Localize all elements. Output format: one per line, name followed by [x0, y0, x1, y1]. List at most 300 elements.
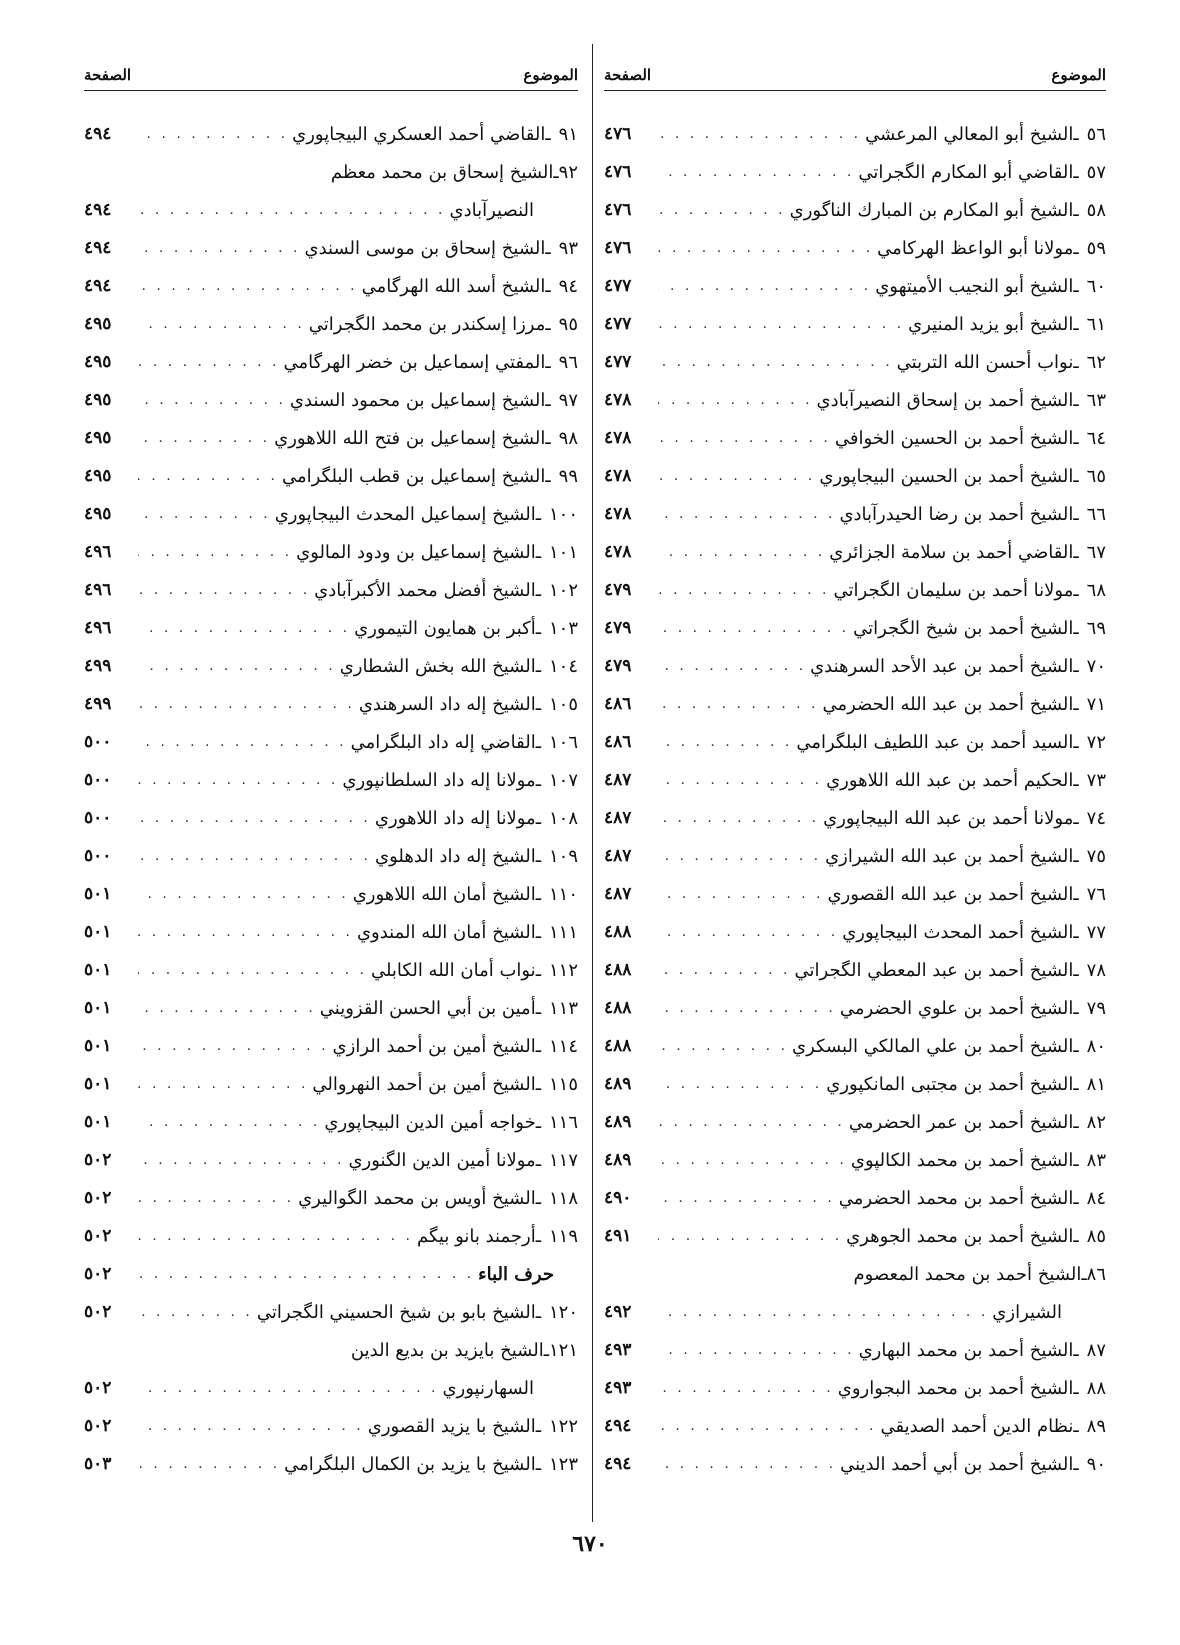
entry-page: ٥٠٢ — [84, 1150, 112, 1170]
index-entry: ٩٩ ـ الشيخ إسماعيل بن قطب البلگرامي . . . ٤٩٥ — [84, 457, 578, 495]
entry-page: ٥٠٠ — [84, 846, 112, 866]
leader-dots — [138, 202, 446, 218]
entry-number: ٧٣ — [1086, 769, 1106, 791]
entry-page: ٤٧٧ — [604, 352, 632, 372]
leader-dots — [138, 1000, 316, 1016]
entry-number: ٦٥ — [1086, 465, 1106, 487]
index-entry: ٦٧ ـ القاضي أحمد بن سلامة الجزائري . . . ٤٧٨ — [604, 533, 1106, 571]
entry-title: الشيخ أمين بن أحمد النهروالي — [312, 1073, 536, 1095]
entry-page: ٤٩٥ — [84, 504, 112, 524]
entry-number: ٩٢ — [558, 161, 578, 183]
leader-dots — [658, 1380, 834, 1396]
entry-number: ٨٠ — [1086, 1035, 1106, 1057]
leader-dots — [138, 962, 367, 978]
index-entry: ٧٩ ـ الشيخ أحمد بن علوي الحضرمي . . . ٤٨٨ — [604, 989, 1106, 1027]
index-entry: ٥٨ ـ الشيخ أبو المكارم بن المبارك الناگوري . . . ٤٧٦ — [604, 191, 1106, 229]
entry-page: ٤٩٥ — [84, 428, 112, 448]
entry-number: ٧٧ — [1086, 921, 1106, 943]
entry-page: ٥٠٢ — [84, 1188, 112, 1208]
leader-dots — [658, 1000, 836, 1016]
entry-number: ٨٥ — [1086, 1225, 1106, 1247]
section-heading-title: حرف الباء — [478, 1263, 554, 1285]
entry-title: الشيخ إسماعيل بن قطب البلگرامي — [281, 465, 546, 487]
entry-page: ٤٧٦ — [604, 238, 632, 258]
entry-page: ٤٩٢ — [604, 1302, 632, 1322]
entry-title: الشيخ إسماعيل المحدث البيجاپوري — [274, 503, 536, 525]
entry-title: الشيخ أفضل محمد الأكبرآبادي — [314, 579, 536, 601]
entry-title: أرجمند بانو بيگم — [416, 1225, 536, 1247]
column-divider — [592, 44, 593, 1522]
entry-number: ٧٩ — [1086, 997, 1106, 1019]
entry-title: الشيخ أحمد بن محمد الحضرمي — [838, 1187, 1074, 1209]
entry-number: ٦٢ — [1086, 351, 1106, 373]
entry-title: الشيخ أحمد بن شيخ الگجراتي — [853, 617, 1074, 639]
entry-title: الشيخ إله داد الدهلوي — [375, 845, 536, 867]
entry-page: ٤٨٦ — [604, 694, 632, 714]
entry-page: ٤٩٥ — [84, 314, 112, 334]
entry-page: ٤٧٨ — [604, 428, 632, 448]
entry-number: ١١٠ — [548, 883, 578, 905]
leader-dots — [658, 1418, 877, 1434]
entry-page: ٥٠٠ — [84, 732, 112, 752]
entry-title: الشيخ أبو يزيد المنيري — [908, 313, 1074, 335]
entry-title: نواب أمان الله الكابلي — [370, 959, 536, 981]
leader-dots — [138, 506, 271, 522]
index-list — [604, 115, 1106, 1483]
leader-dots — [658, 1190, 835, 1206]
entry-number: ١١٥ — [548, 1073, 578, 1095]
index-entry: ١١٩ ـ أرجمند بانو بيگم . . . ٥٠٢ — [84, 1217, 578, 1255]
leader-dots — [658, 1152, 847, 1168]
leader-dots — [138, 278, 358, 294]
index-entry: ١١٠ ـ الشيخ أمان الله اللاهوري . . . ٥٠١ — [84, 875, 578, 913]
entry-page: ٤٩٣ — [604, 1378, 632, 1398]
entry-title: الشيخ أحمد بن عمر الحضرمي — [848, 1111, 1074, 1133]
entry-page: ٤٧٨ — [604, 466, 632, 486]
entry-page: ٤٩٥ — [84, 466, 112, 486]
entry-title: الشيخ با يزيد القصوري — [367, 1415, 536, 1437]
leader-dots — [658, 506, 835, 522]
entry-page: ٤٧٨ — [604, 504, 632, 524]
leader-dots — [658, 126, 861, 142]
entry-number: ٨٧ — [1086, 1339, 1106, 1361]
leader-dots — [138, 1418, 364, 1434]
entry-number: ٩٣ — [558, 237, 578, 259]
entry-page: ٤٨٨ — [604, 1036, 632, 1056]
leader-dots — [138, 1190, 294, 1206]
page-number: ٦٧٠ — [572, 1531, 608, 1557]
entry-page: ٤٧٨ — [604, 390, 632, 410]
leader-dots — [138, 240, 300, 256]
leader-dots — [138, 1266, 474, 1282]
index-entry: ٦٥ ـ الشيخ أحمد بن الحسين البيجاپوري . . . ٤٧٨ — [604, 457, 1106, 495]
entry-title: الشيخ أحمد بن عبد الله الحضرمي — [822, 693, 1074, 715]
leader-dots — [138, 658, 336, 674]
index-entry: ٩٤ ـ الشيخ أسد الله الهرگامي . . . ٤٩٤ — [84, 267, 578, 305]
entry-number: ١١١ — [548, 921, 578, 943]
entry-number: ٦٠ — [1086, 275, 1106, 297]
entry-page: ٤٨٦ — [604, 732, 632, 752]
entry-title: الشيخ أحمد بن الحسين الخوافي — [834, 427, 1074, 449]
entry-number: ٩٦ — [558, 351, 578, 373]
entry-page: ٤٩٦ — [84, 618, 112, 638]
entry-title: الشيخ الله بخش الشطاري — [339, 655, 536, 677]
leader-dots — [138, 848, 371, 864]
entry-page: ٤٩٤ — [604, 1454, 632, 1474]
index-entry: ٧٦ ـ الشيخ أحمد بن عبد الله القصوري . . . ٤٨٧ — [604, 875, 1106, 913]
leader-dots — [138, 316, 305, 332]
leader-dots — [138, 126, 288, 142]
entry-page: ٤٧٦ — [604, 200, 632, 220]
index-entry: ٥٧ ـ القاضي أبو المكارم الگجراتي . . . ٤٧٦ — [604, 153, 1106, 191]
entry-title: الشيخ أحمد بن رضا الحيدرآبادي — [839, 503, 1074, 525]
index-entry: ٩٦ ـ المفتي إسماعيل بن خضر الهرگامي . . . ٤٩٥ — [84, 343, 578, 381]
entry-title: القاضي أبو المكارم الگجراتي — [858, 161, 1074, 183]
index-list — [84, 115, 578, 1483]
leader-dots — [138, 392, 286, 408]
entry-number: ١١٩ — [548, 1225, 578, 1247]
index-entry: ٧٤ ـ مولانا أحمد بن عبد الله البيجاپوري . . . ٤٨٧ — [604, 799, 1106, 837]
entry-number: ١٠٠ — [548, 503, 578, 525]
entry-number: ١١٨ — [548, 1187, 578, 1209]
index-entry: ١٠٢ ـ الشيخ أفضل محمد الأكبرآبادي . . . ٤٩٦ — [84, 571, 578, 609]
entry-title: الشيخ أحمد بن إسحاق النصيرآبادي — [816, 389, 1074, 411]
leader-dots — [658, 430, 831, 446]
entry-page: ٤٩١ — [604, 1226, 632, 1246]
leader-dots — [138, 544, 292, 560]
entry-page: ٤٩٣ — [604, 1340, 632, 1360]
entry-page: ٥٠٢ — [84, 1226, 112, 1246]
index-entry: ١٠٠ ـ الشيخ إسماعيل المحدث البيجاپوري . . . ٤٩٥ — [84, 495, 578, 533]
entry-page: ٥٠٢ — [84, 1264, 112, 1284]
index-entry: ٥٦ ـ الشيخ أبو المعالي المرعشي . . . ٤٧٦ — [604, 115, 1106, 153]
entry-title: الشيخ إسحاق بن موسى السندي — [304, 237, 546, 259]
entry-number: ٧٦ — [1086, 883, 1106, 905]
leader-dots — [138, 1304, 253, 1320]
leader-dots — [138, 354, 279, 370]
index-entry: ١١٨ ـ الشيخ أويس بن محمد الگواليري . . . ٥٠٢ — [84, 1179, 578, 1217]
entry-title: الشيخ أمين بن أحمد الرازي — [332, 1035, 536, 1057]
entry-page: ٤٧٨ — [604, 542, 632, 562]
index-entry: ٩٨ ـ الشيخ إسماعيل بن فتح الله اللاهوري . . . ٤٩٥ — [84, 419, 578, 457]
entry-number: ٦٧ — [1086, 541, 1106, 563]
entry-page: ٤٨٨ — [604, 960, 632, 980]
entry-title: الشيخ إسماعيل بن ودود المالوي — [296, 541, 536, 563]
entry-page: ٤٨٨ — [604, 922, 632, 942]
entry-page: ٤٧٦ — [604, 124, 632, 144]
entry-number: ١١٣ — [548, 997, 578, 1019]
index-entry: ٩٢ ـ الشيخ إسحاق بن محمد معظم النصيرآبادي . . . ٤٩٤ — [84, 153, 578, 229]
entry-number: ١١٧ — [548, 1149, 578, 1171]
leader-dots — [658, 848, 821, 864]
entry-page: ٤٩٩ — [84, 694, 112, 714]
entry-number: ٦٣ — [1086, 389, 1106, 411]
column-header — [604, 56, 1106, 91]
entry-number: ٨٦ — [1086, 1263, 1106, 1285]
entry-title: الشيخ با يزيد بن الكمال البلگرامي — [284, 1453, 536, 1475]
entry-page: ٤٧٩ — [604, 656, 632, 676]
entry-number: ٧٢ — [1086, 731, 1106, 753]
leader-dots — [138, 696, 355, 712]
entry-title: الشيخ أحمد بن محمد الجوهري — [846, 1225, 1074, 1247]
leader-dots — [138, 1228, 413, 1244]
leader-dots — [658, 1456, 836, 1472]
entry-page: ٤٩٤ — [84, 238, 112, 258]
leader-dots — [658, 1304, 988, 1320]
leader-dots — [138, 886, 349, 902]
entry-number: ٦٤ — [1086, 427, 1106, 449]
entry-page: ٤٨٩ — [604, 1150, 632, 1170]
leader-dots — [658, 658, 806, 674]
entry-title: مولانا إله داد اللاهوري — [374, 807, 536, 829]
entry-page: ٤٧٩ — [604, 618, 632, 638]
index-entry: ٨٢ ـ الشيخ أحمد بن عمر الحضرمي . . . ٤٨٩ — [604, 1103, 1106, 1141]
leader-dots — [138, 430, 270, 446]
entry-page: ٤٩٤ — [84, 124, 112, 144]
index-entry: ٨٦ ـ الشيخ أحمد بن محمد المعصوم الشيرازي . . . ٤٩٢ — [604, 1255, 1106, 1331]
index-entry: ٦٤ ـ الشيخ أحمد بن الحسين الخوافي . . . ٤٧٨ — [604, 419, 1106, 457]
entry-title: الشيخ أحمد بن مجتبى المانكپوري — [826, 1073, 1074, 1095]
entry-title: الشيخ أحمد المحدث البيجاپوري — [842, 921, 1074, 943]
entry-title: الشيخ أحمد بن محمد البجواروي — [837, 1377, 1074, 1399]
index-entry: ٧٠ ـ الشيخ أحمد بن عبد الأحد السرهندي . . . ٤٧٩ — [604, 647, 1106, 685]
leader-dots — [138, 1038, 329, 1054]
entry-title: الشيخ أحمد بن محمد الكالپوي — [850, 1149, 1074, 1171]
entry-page: ٥٠٢ — [84, 1302, 112, 1322]
entry-title: الشيخ أمان الله اللاهوري — [352, 883, 536, 905]
index-entry: ٦١ ـ الشيخ أبو يزيد المنيري . . . ٤٧٧ — [604, 305, 1106, 343]
index-entry: ٥٩ ـ مولانا أبو الواعظ الهركامي . . . ٤٧٦ — [604, 229, 1106, 267]
entry-number: ٥٨ — [1086, 199, 1106, 221]
entry-title: الشيخ أبو المعالي المرعشي — [865, 123, 1074, 145]
entry-page: ٥٠١ — [84, 922, 112, 942]
entry-title: الشيخ أحمد بن عبد الله الشيرازي — [825, 845, 1074, 867]
leader-dots — [658, 1038, 788, 1054]
entry-title: الشيخ أسد الله الهرگامي — [361, 275, 546, 297]
index-entry: ١١١ ـ الشيخ أمان الله المندوي . . . ٥٠١ — [84, 913, 578, 951]
entry-title: الشيخ أبو المكارم بن المبارك الناگوري — [789, 199, 1074, 221]
topic-header: الموضوع — [523, 66, 578, 84]
entry-number: ٨١ — [1086, 1073, 1106, 1095]
entry-number: ٨٩ — [1086, 1415, 1106, 1437]
entry-page: ٤٧٧ — [604, 276, 632, 296]
leader-dots — [658, 696, 818, 712]
leader-dots — [658, 1114, 845, 1130]
entry-number: ٦٩ — [1086, 617, 1106, 639]
index-entry: ١١٢ ـ نواب أمان الله الكابلي . . . ٥٠١ — [84, 951, 578, 989]
entry-title: الشيخ أحمد بن عبد الله القصوري — [827, 883, 1074, 905]
leader-dots — [658, 962, 791, 978]
entry-page: ٤٩٤ — [84, 276, 112, 296]
entry-title: مولانا أحمد بن عبد الله البيجاپوري — [823, 807, 1074, 829]
entry-page: ٤٨٧ — [604, 884, 632, 904]
entry-page: ٤٩٦ — [84, 580, 112, 600]
entry-number: ٥٦ — [1086, 123, 1106, 145]
entry-number: ٩٩ — [558, 465, 578, 487]
entry-page: ٤٩٤ — [604, 1416, 632, 1436]
entry-number: ٨٤ — [1086, 1187, 1106, 1209]
index-entry: ٨٥ ـ الشيخ أحمد بن محمد الجوهري . . . ٤٩١ — [604, 1217, 1106, 1255]
entry-page: ٥٠١ — [84, 1036, 112, 1056]
entry-title: نظام الدين أحمد الصديقي — [880, 1415, 1074, 1437]
entry-title: الشيخ بايزيد بن بديع الدين — [350, 1339, 544, 1361]
entry-title-continued: الشيرازي — [992, 1301, 1062, 1323]
leader-dots — [138, 810, 371, 826]
entry-title: مولانا إله داد السلطانپوري — [342, 769, 536, 791]
index-entry: ٩١ ـ القاضي أحمد العسكري البيجاپوري . . . ٤٩٤ — [84, 115, 578, 153]
entry-title: القاضي أحمد العسكري البيجاپوري — [292, 123, 546, 145]
index-column-right — [604, 56, 1106, 1483]
entry-number: ١٢١ — [548, 1339, 578, 1361]
index-entry: ١٠٩ ـ الشيخ إله داد الدهلوي . . . ٥٠٠ — [84, 837, 578, 875]
entry-number: ٧٤ — [1086, 807, 1106, 829]
entry-title: الشيخ بابو بن شيخ الحسيني الگجراتي — [256, 1301, 536, 1323]
index-entry: ٧٢ ـ السيد أحمد بن عبد اللطيف البلگرامي . . . ٤٨٦ — [604, 723, 1106, 761]
entry-title: مولانا أبو الواعظ الهركامي — [877, 237, 1074, 259]
index-entry: ١٠٦ ـ القاضي إله داد البلگرامي . . . ٥٠٠ — [84, 723, 578, 761]
index-entry: ١٢٢ ـ الشيخ با يزيد القصوري . . . ٥٠٢ — [84, 1407, 578, 1445]
leader-dots — [138, 1152, 344, 1168]
entry-title: مرزا إسكندر بن محمد الگجراتي — [308, 313, 546, 335]
entry-number: ١٠١ — [548, 541, 578, 563]
entry-title: خواجه أمين الدين البيجاپوري — [324, 1111, 536, 1133]
index-entry: ١١٤ ـ الشيخ أمين بن أحمد الرازي . . . ٥٠١ — [84, 1027, 578, 1065]
entry-page: ٤٨٩ — [604, 1074, 632, 1094]
leader-dots — [658, 202, 786, 218]
index-entry: ١١٣ ـ أمين بن أبي الحسن القزويني . . . ٥٠١ — [84, 989, 578, 1027]
entry-page: ٤٩٦ — [84, 542, 112, 562]
index-entry: ١٠٣ ـ أكبر بن همايون التيموري . . . ٤٩٦ — [84, 609, 578, 647]
entry-number: ٨٢ — [1086, 1111, 1106, 1133]
entry-title-continued: النصيرآبادي — [449, 199, 534, 221]
entry-page: ٤٩٩ — [84, 656, 112, 676]
leader-dots — [138, 1380, 438, 1396]
leader-dots — [658, 734, 792, 750]
index-entry: ٨٩ ـ نظام الدين أحمد الصديقي . . . ٤٩٤ — [604, 1407, 1106, 1445]
index-entry: ١٢٣ ـ الشيخ با يزيد بن الكمال البلگرامي . . . ٥٠٣ — [84, 1445, 578, 1483]
index-entry: ٨٧ ـ الشيخ أحمد بن محمد البهاري . . . ٤٩٣ — [604, 1331, 1106, 1369]
entry-number: ٩٤ — [558, 275, 578, 297]
index-entry: ٦٠ ـ الشيخ أبو النجيب الأميتهوي . . . ٤٧٧ — [604, 267, 1106, 305]
entry-number: ٧١ — [1086, 693, 1106, 715]
leader-dots — [658, 772, 822, 788]
entry-page: ٥٠٢ — [84, 1416, 112, 1436]
leader-dots — [658, 620, 849, 636]
entry-title: الشيخ أحمد بن علي المالكي البسكري — [792, 1035, 1074, 1057]
entry-title: الشيخ أحمد بن عبد المعطي الگجراتي — [794, 959, 1074, 981]
entry-number: ١٠٨ — [548, 807, 578, 829]
leader-dots — [138, 582, 310, 598]
entry-page: ٥٠١ — [84, 884, 112, 904]
leader-dots — [138, 924, 353, 940]
leader-dots — [658, 240, 873, 256]
leader-dots — [138, 1114, 320, 1130]
entry-number: ٩٠ — [1086, 1453, 1106, 1475]
entry-page: ٥٠٠ — [84, 770, 112, 790]
entry-title: الشيخ أويس بن محمد الگواليري — [298, 1187, 536, 1209]
entry-number: ١١٢ — [548, 959, 578, 981]
entry-page: ٥٠٠ — [84, 808, 112, 828]
entry-title: الحكيم أحمد بن عبد الله اللاهوري — [826, 769, 1074, 791]
entry-title: الشيخ أحمد بن علوي الحضرمي — [839, 997, 1074, 1019]
index-column-left — [84, 56, 578, 1483]
entry-number: ١٠٩ — [548, 845, 578, 867]
column-header — [84, 56, 578, 91]
entry-page: ٤٩٠ — [604, 1188, 632, 1208]
entry-number: ١٢٠ — [548, 1301, 578, 1323]
leader-dots — [658, 544, 825, 560]
leader-dots — [658, 886, 823, 902]
entry-number: ١٠٢ — [548, 579, 578, 601]
entry-number: ٩٨ — [558, 427, 578, 449]
entry-number: ٨٣ — [1086, 1149, 1106, 1171]
index-entry: ٨١ ـ الشيخ أحمد بن مجتبى المانكپوري . . . ٤٨٩ — [604, 1065, 1106, 1103]
leader-dots — [658, 1076, 822, 1092]
leader-dots — [658, 392, 813, 408]
entry-number: ١٠٦ — [548, 731, 578, 753]
entry-title: الشيخ إسحاق بن محمد معظم — [330, 161, 554, 183]
entry-title: الشيخ إسماعيل بن محمود السندي — [289, 389, 546, 411]
entry-page: ٥٠٣ — [84, 1454, 112, 1474]
leader-dots — [658, 354, 893, 370]
entry-page: ٤٨٧ — [604, 846, 632, 866]
entry-page: ٤٧٩ — [604, 580, 632, 600]
entry-title: الشيخ إله داد السرهندي — [358, 693, 536, 715]
section-heading — [84, 1255, 578, 1293]
leader-dots — [138, 772, 338, 788]
entry-title: مولانا أمين الدين الگنوري — [348, 1149, 536, 1171]
entry-page: ٤٧٧ — [604, 314, 632, 334]
entry-page: ٤٨٨ — [604, 998, 632, 1018]
entry-title: الشيخ أحمد بن محمد المعصوم — [853, 1263, 1082, 1285]
entry-number: ١٠٤ — [548, 655, 578, 677]
index-entry: ٧٧ ـ الشيخ أحمد المحدث البيجاپوري . . . ٤٨٨ — [604, 913, 1106, 951]
index-entry: ٦٨ ـ مولانا أحمد بن سليمان الگجراتي . . . ٤٧٩ — [604, 571, 1106, 609]
entry-page: ٤٨٩ — [604, 1112, 632, 1132]
index-entry: ١٢٠ ـ الشيخ بابو بن شيخ الحسيني الگجراتي . . . ٥٠٢ — [84, 1293, 578, 1331]
entry-number: ٧٨ — [1086, 959, 1106, 981]
index-entry: ١٠٤ ـ الشيخ الله بخش الشطاري . . . ٤٩٩ — [84, 647, 578, 685]
index-entry: ١٠٧ ـ مولانا إله داد السلطانپوري . . . ٥٠٠ — [84, 761, 578, 799]
index-entry: ١٠٥ ـ الشيخ إله داد السرهندي . . . ٤٩٩ — [84, 685, 578, 723]
leader-dots — [658, 164, 854, 180]
index-entry: ٩٠ ـ الشيخ أحمد بن أبي أحمد الديني . . . ٤٩٤ — [604, 1445, 1106, 1483]
index-entry: ٧٥ ـ الشيخ أحمد بن عبد الله الشيرازي . . . ٤٨٧ — [604, 837, 1106, 875]
index-entry: ٧٣ ـ الحكيم أحمد بن عبد الله اللاهوري . . . ٤٨٧ — [604, 761, 1106, 799]
leader-dots — [658, 316, 904, 332]
entry-page: ٤٩٥ — [84, 352, 112, 372]
index-entry: ٩٥ ـ مرزا إسكندر بن محمد الگجراتي . . . ٤٩٥ — [84, 305, 578, 343]
entry-number: ٩٥ — [558, 313, 578, 335]
entry-page: ٥٠٢ — [84, 1378, 112, 1398]
entry-title: نواب أحسن الله التربتي — [896, 351, 1074, 373]
entry-number: ١١٦ — [548, 1111, 578, 1133]
leader-dots — [138, 620, 350, 636]
entry-page: ٤٨٧ — [604, 770, 632, 790]
index-entry: ٧٨ ـ الشيخ أحمد بن عبد المعطي الگجراتي . . . ٤٨٨ — [604, 951, 1106, 989]
entry-title: السيد أحمد بن عبد اللطيف البلگرامي — [796, 731, 1074, 753]
index-entry: ٨٠ ـ الشيخ أحمد بن علي المالكي البسكري . . . ٤٨٨ — [604, 1027, 1106, 1065]
entry-number: ٧٠ — [1086, 655, 1106, 677]
page-header: الصفحة — [604, 66, 652, 84]
index-entry: ٦٩ ـ الشيخ أحمد بن شيخ الگجراتي . . . ٤٧٩ — [604, 609, 1106, 647]
index-entry: ١٢١ ـ الشيخ بايزيد بن بديع الدين السهارنپوري . . . ٥٠٢ — [84, 1331, 578, 1407]
index-entry: ١١٥ ـ الشيخ أمين بن أحمد النهروالي . . . ٥٠١ — [84, 1065, 578, 1103]
index-entry: ٩٣ ـ الشيخ إسحاق بن موسى السندي . . . ٤٩٤ — [84, 229, 578, 267]
entry-number: ٨٨ — [1086, 1377, 1106, 1399]
entry-page: ٤٩٥ — [84, 390, 112, 410]
page-header: الصفحة — [84, 66, 132, 84]
